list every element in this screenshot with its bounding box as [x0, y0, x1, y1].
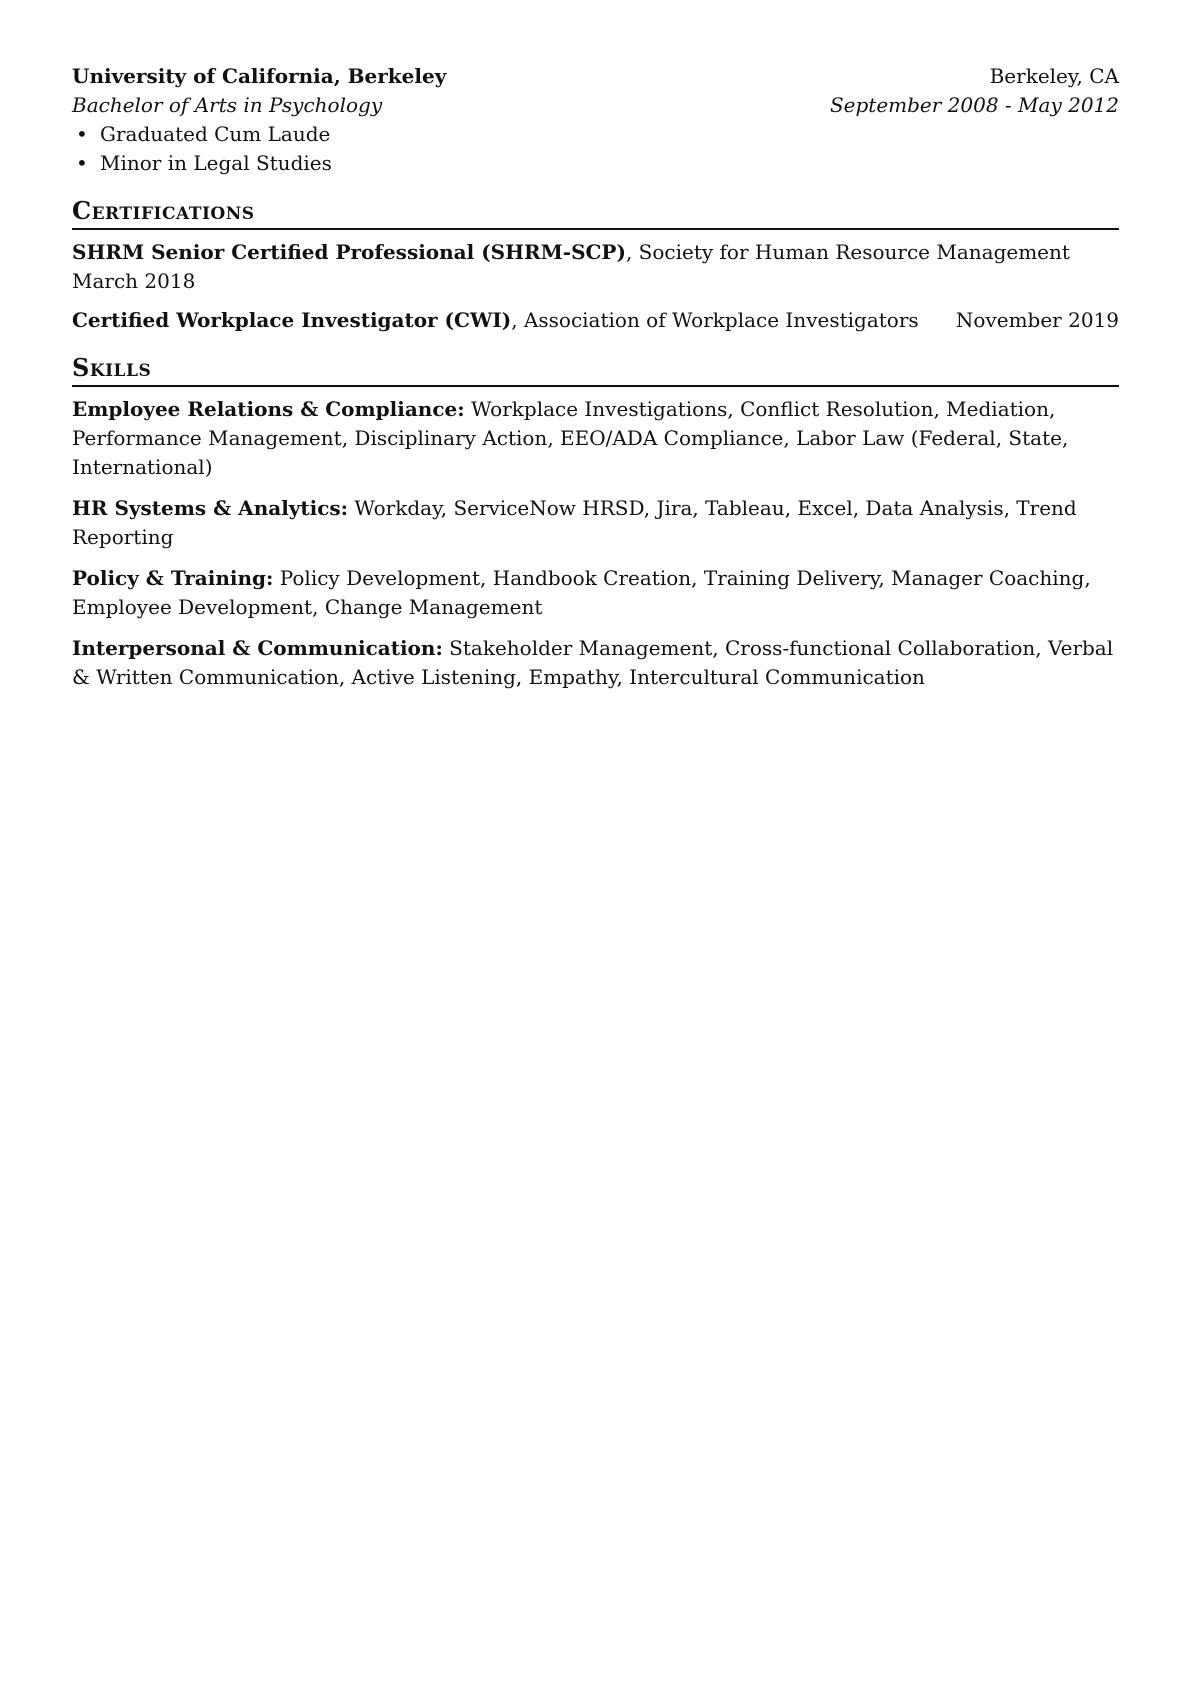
degree-dates: September 2008 - May 2012 [829, 93, 1119, 117]
institution-name: University of California, Berkeley [72, 64, 447, 88]
education-bullet: • Graduated Cum Laude [72, 120, 1119, 149]
skill-label: HR Systems & Analytics: [72, 496, 349, 520]
skill-label: Policy & Training: [72, 566, 274, 590]
certifications-heading: Certifications [72, 196, 1119, 230]
certification-item [72, 238, 1119, 296]
education-header-row [72, 62, 1119, 91]
skill-text: Workplace Investigations, Conflict Resolution, Mediation, Performance Management, Disciplinary Action, EEO/ADA Compliance, Labor Law (Federal, State, International) [72, 397, 1069, 479]
skill-item [72, 395, 1119, 482]
certification-issuer: , Society for Human Resource Management [625, 240, 1070, 264]
certification-name: SHRM Senior Certified Professional (SHRM-SCP) [72, 240, 626, 264]
skill-item [72, 564, 1119, 622]
skills-list [72, 395, 1119, 692]
education-bullets [72, 120, 1119, 178]
skill-item [72, 634, 1119, 692]
skill-text: Policy Development, Handbook Creation, Training Delivery, Manager Coaching, Employee Development, Change Management [72, 566, 1091, 619]
skill-label: Interpersonal & Communication: [72, 636, 443, 660]
skills-heading: Skills [72, 353, 1119, 387]
certification-date: March 2018 [72, 269, 196, 293]
certification-date: November 2019 [955, 308, 1119, 332]
education-entry [72, 62, 1119, 178]
skill-label: Employee Relations & Compliance: [72, 397, 465, 421]
certifications-list [72, 238, 1119, 335]
certification-issuer: , Association of Workplace Investigators [511, 308, 919, 332]
certification-item [72, 306, 1119, 335]
resume-page [72, 62, 1119, 692]
degree-name: Bachelor of Arts in Psychology [72, 93, 383, 117]
skill-text: Stakeholder Management, Cross-functional Collaboration, Verbal & Written Communication, Active Listening, Empathy, Intercultural Communication [72, 636, 1114, 689]
certification-name: Certified Workplace Investigator (CWI) [72, 308, 512, 332]
skill-item [72, 494, 1119, 552]
education-bullet: • Minor in Legal Studies [72, 149, 1119, 178]
skill-text: Workday, ServiceNow HRSD, Jira, Tableau, Excel, Data Analysis, Trend Reporting [72, 496, 1077, 549]
degree-row [72, 91, 1119, 120]
institution-location: Berkeley, CA [989, 64, 1119, 88]
